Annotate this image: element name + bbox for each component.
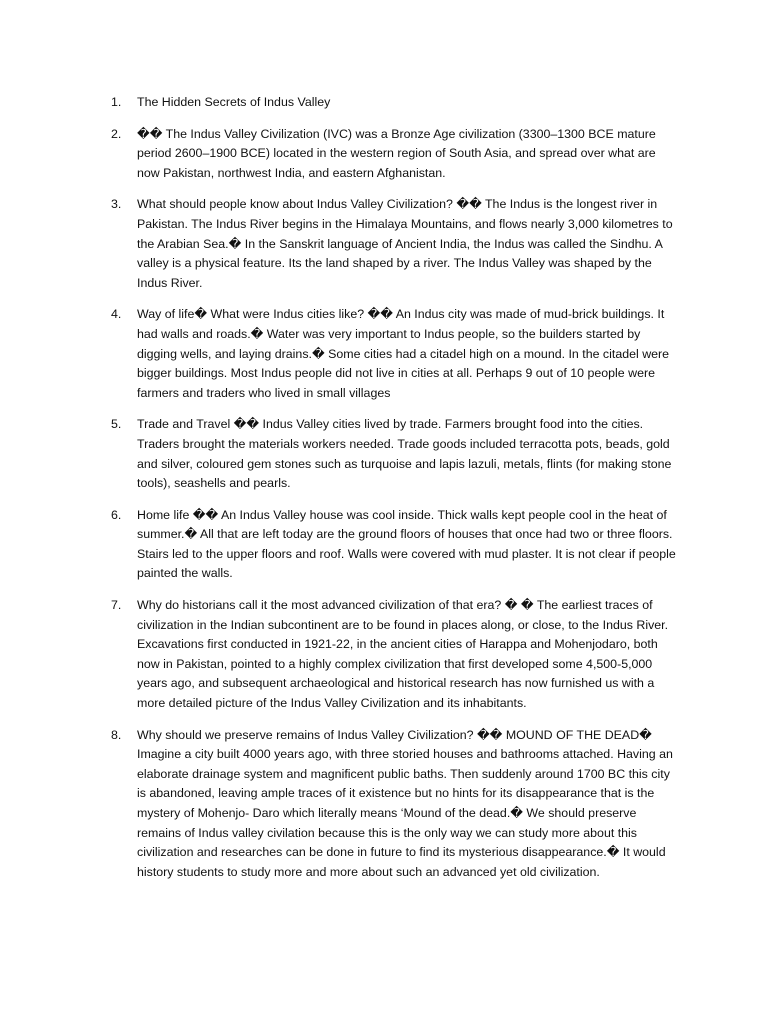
item-number: 7. xyxy=(111,598,122,613)
list-item xyxy=(111,125,681,184)
item-number: 3. xyxy=(111,197,122,212)
item-text: Why should we preserve remains of Indus Valley Civilization? �� MOUND OF THE DEAD� Imagine a city built 4000 years ago, with three storied houses and bathrooms attached. Having an elaborate drainage system and magnificent public baths. Then suddenly around 1700 BC this city is abandoned, leaving ample traces of it existence but no hints for its disappearance that is the mystery of Mohenjo- Daro which literally means ‘Mound of the dead.� We should preserve remains of Indus valley civilation because this is the only way we can study more about this civilization and researches can be done in future to find its mysterious disappearance.� It would history students to study more and more about such an advanced yet old civilization. xyxy=(137,727,673,879)
item-number: 5. xyxy=(111,417,122,432)
item-text: Way of life� What were Indus cities like? �� An Indus city was made of mud-brick buildings. It had walls and roads.� Water was very important to Indus people, so the builders started by digging wells, and laying drains.� Some cities had a citadel high on a mound. In the citadel were bigger buildings. Most Indus people did not live in cities at all. Perhaps 9 out of 10 people were farmers and traders who lived in small villages xyxy=(137,307,670,400)
item-text: Why do historians call it the most advanced civilization of that era? � � The earliest traces of civilization in the Indian subcontinent are to be found in places along, or close, to the Indus River. Excavations first conducted in 1921-22, in the ancient cities of Harappa and Mohenjodaro, both now in Pakistan, pointed to a highly complex civilization that first developed some 4,500-5,000 years ago, and subsequent archaeological and historical research has now furnished us with a more detailed picture of the Indus Valley Civilization and its inhabitants. xyxy=(137,598,669,711)
list-item xyxy=(111,415,681,493)
list-item xyxy=(111,93,681,113)
list-item xyxy=(111,305,681,403)
item-text: What should people know about Indus Valley Civilization? �� The Indus is the longest river in Pakistan. The Indus River begins in the Himalaya Mountains, and flows nearly 3,000 kilometres to the Arabian Sea.� In the Sanskrit language of Ancient India, the Indus was called the Sindhu. A valley is a physical feature. Its the land shaped by a river. The Indus Valley was shaped by the Indus River. xyxy=(137,197,673,290)
list-item xyxy=(111,726,681,883)
item-text: The Hidden Secrets of Indus Valley xyxy=(137,95,331,109)
list-item xyxy=(111,596,681,714)
item-number: 4. xyxy=(111,307,122,322)
item-number: 1. xyxy=(111,95,122,109)
item-text: Home life �� An Indus Valley house was cool inside. Thick walls kept people cool in the heat of summer.� All that are left today are the ground floors of houses that once had two or three floors. Stairs led to the upper floors and roof. Walls were covered with mud plaster. It is not clear if people painted the walls. xyxy=(137,507,676,581)
item-text: Trade and Travel �� Indus Valley cities lived by trade. Farmers brought food into the cities. Traders brought the materials workers needed. Trade goods included terracotta pots, beads, gold and silver, coloured gem stones such as turquoise and lapis lazuli, metals, flints (for making stone tools), seashells and pearls. xyxy=(137,417,672,491)
item-number: 6. xyxy=(111,507,122,522)
item-number: 2. xyxy=(111,126,122,141)
list-item xyxy=(111,506,681,584)
item-number: 8. xyxy=(111,727,122,742)
numbered-list xyxy=(111,93,681,894)
item-text: �� The Indus Valley Civilization (IVC) was a Bronze Age civilization (3300–1300 BCE mature period 2600–1900 BCE) located in the western region of South Asia, and spread over what are now Pakistan, northwest India, and eastern Afghanistan. xyxy=(137,126,656,180)
list-item xyxy=(111,195,681,293)
